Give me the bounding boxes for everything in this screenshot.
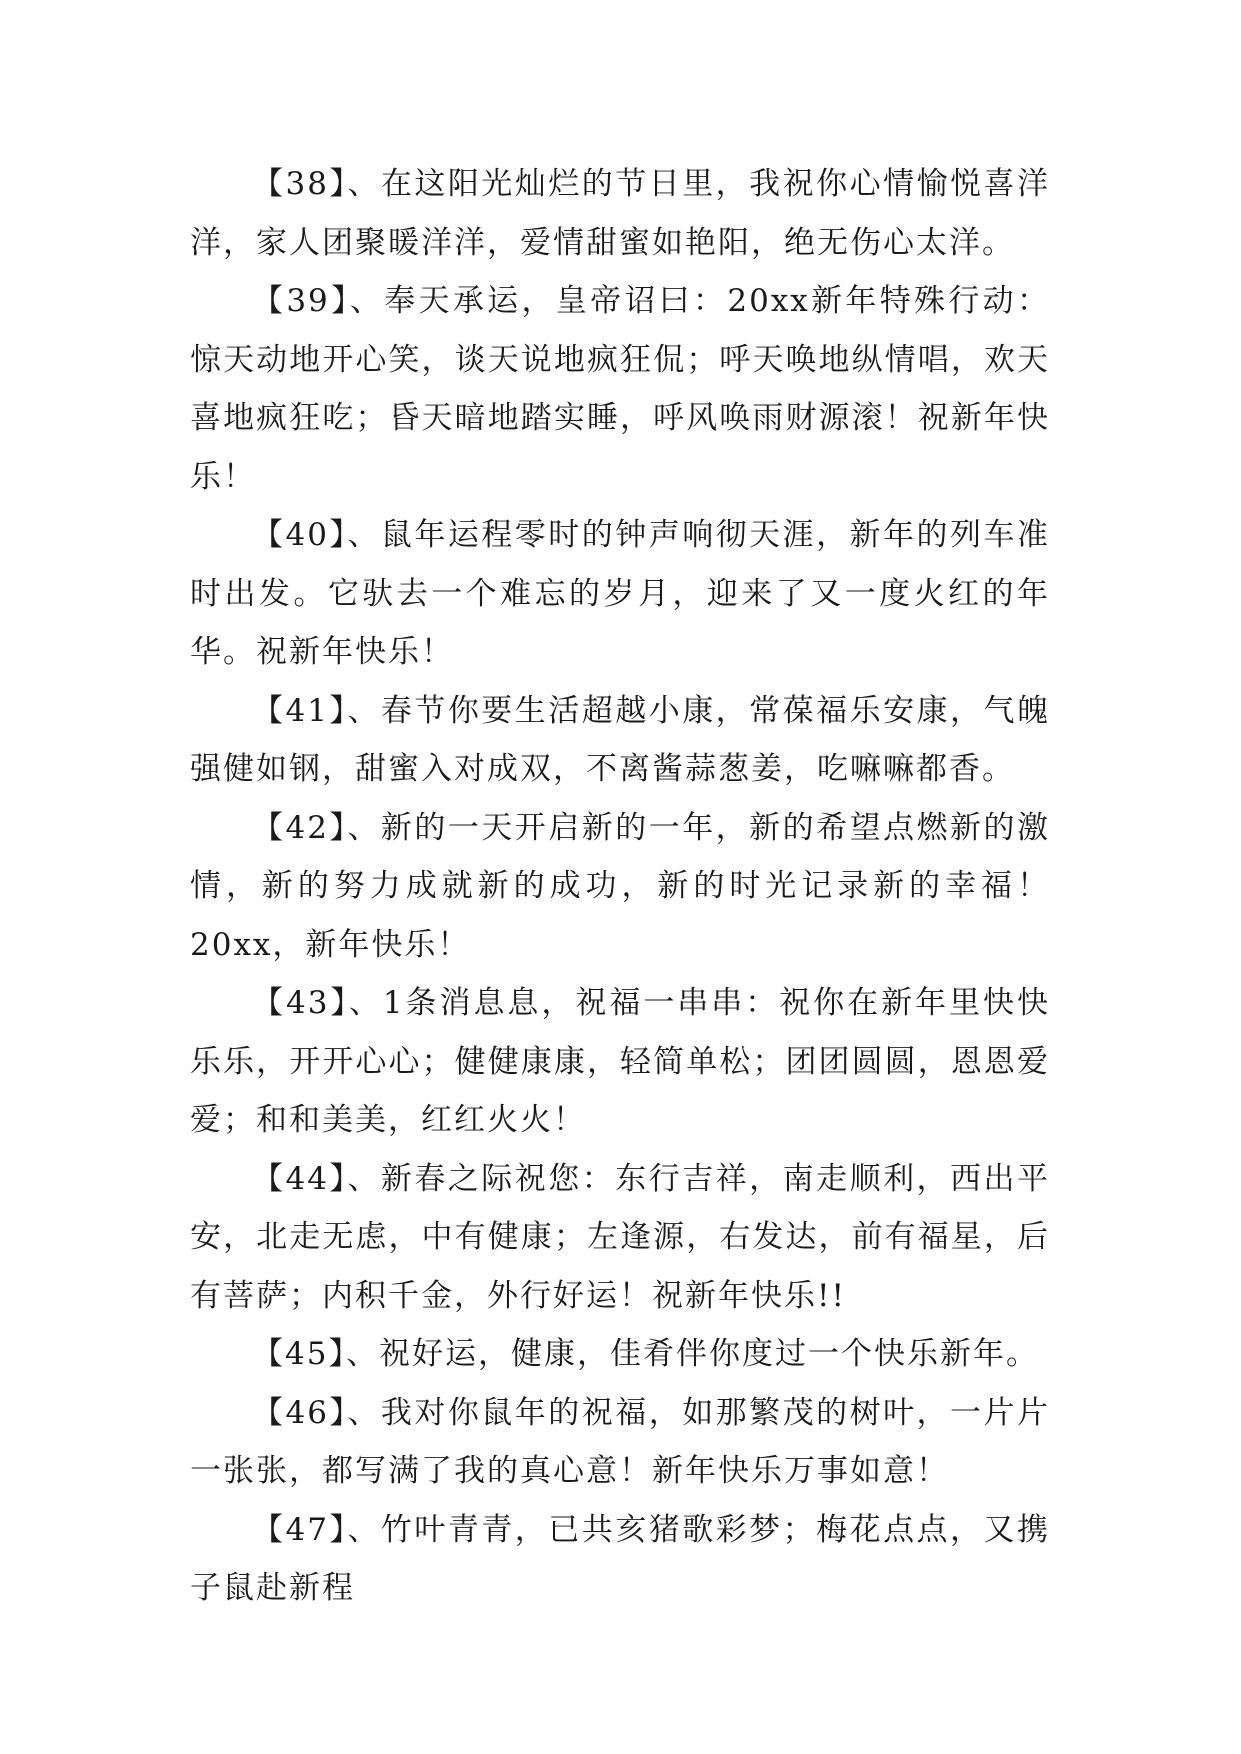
greeting-paragraph-43: 【43】、1条消息息，祝福一串串：祝你在新年里快快乐乐，开开心心；健健康康，轻简单松；团团圆圆，恩恩爱爱；和和美美，红红火火！ <box>190 985 1050 1138</box>
greeting-paragraph-38: 【38】、在这阳光灿烂的节日里，我祝你心情愉悦喜洋洋，家人团聚暖洋洋，爱情甜蜜如艳阳，绝无伤心太洋。 <box>190 166 1050 261</box>
greeting-paragraph-39: 【39】、奉天承运，皇帝诏曰：20xx新年特殊行动：惊天动地开心笑，谈天说地疯狂侃；呼天唤地纵情唱，欢天喜地疯狂吃；昏天暗地踏实睡，呼风唤雨财源滚！祝新年快乐！ <box>190 283 1050 495</box>
greeting-paragraph-45: 【45】、祝好运，健康，佳肴伴你度过一个快乐新年。 <box>252 1336 1039 1372</box>
greeting-paragraph-42: 【42】、新的一天开启新的一年，新的希望点燃新的激情，新的努力成就新的成功，新的时光记录新的幸福！20xx，新年快乐！ <box>190 809 1050 963</box>
greeting-paragraph-41: 【41】、春节你要生活超越小康，常葆福乐安康，气魄强健如钢，甜蜜入对成双，不离酱蒜葱姜，吃嘛嘛都香。 <box>190 692 1050 787</box>
greeting-paragraph-44: 【44】、新春之际祝您：东行吉祥，南走顺利，西出平安，北走无虑，中有健康；左逢源，右发达，前有福星，后有菩萨；内积千金，外行好运！祝新年快乐!! <box>190 1160 1050 1314</box>
greeting-paragraph-46: 【46】、我对你鼠年的祝福，如那繁茂的树叶，一片片一张张，都写满了我的真心意！新年快乐万事如意！ <box>190 1394 1050 1489</box>
greeting-paragraph-47: 【47】、竹叶青青，已共亥猪歌彩梦；梅花点点，又携子鼠赴新程 <box>190 1511 1050 1606</box>
greeting-paragraph-40: 【40】、鼠年运程零时的钟声响彻天涯，新年的列车准时出发。它驮去一个难忘的岁月，迎来了又一度火红的年华。祝新年快乐！ <box>190 517 1050 670</box>
document-body <box>190 155 1050 1618</box>
